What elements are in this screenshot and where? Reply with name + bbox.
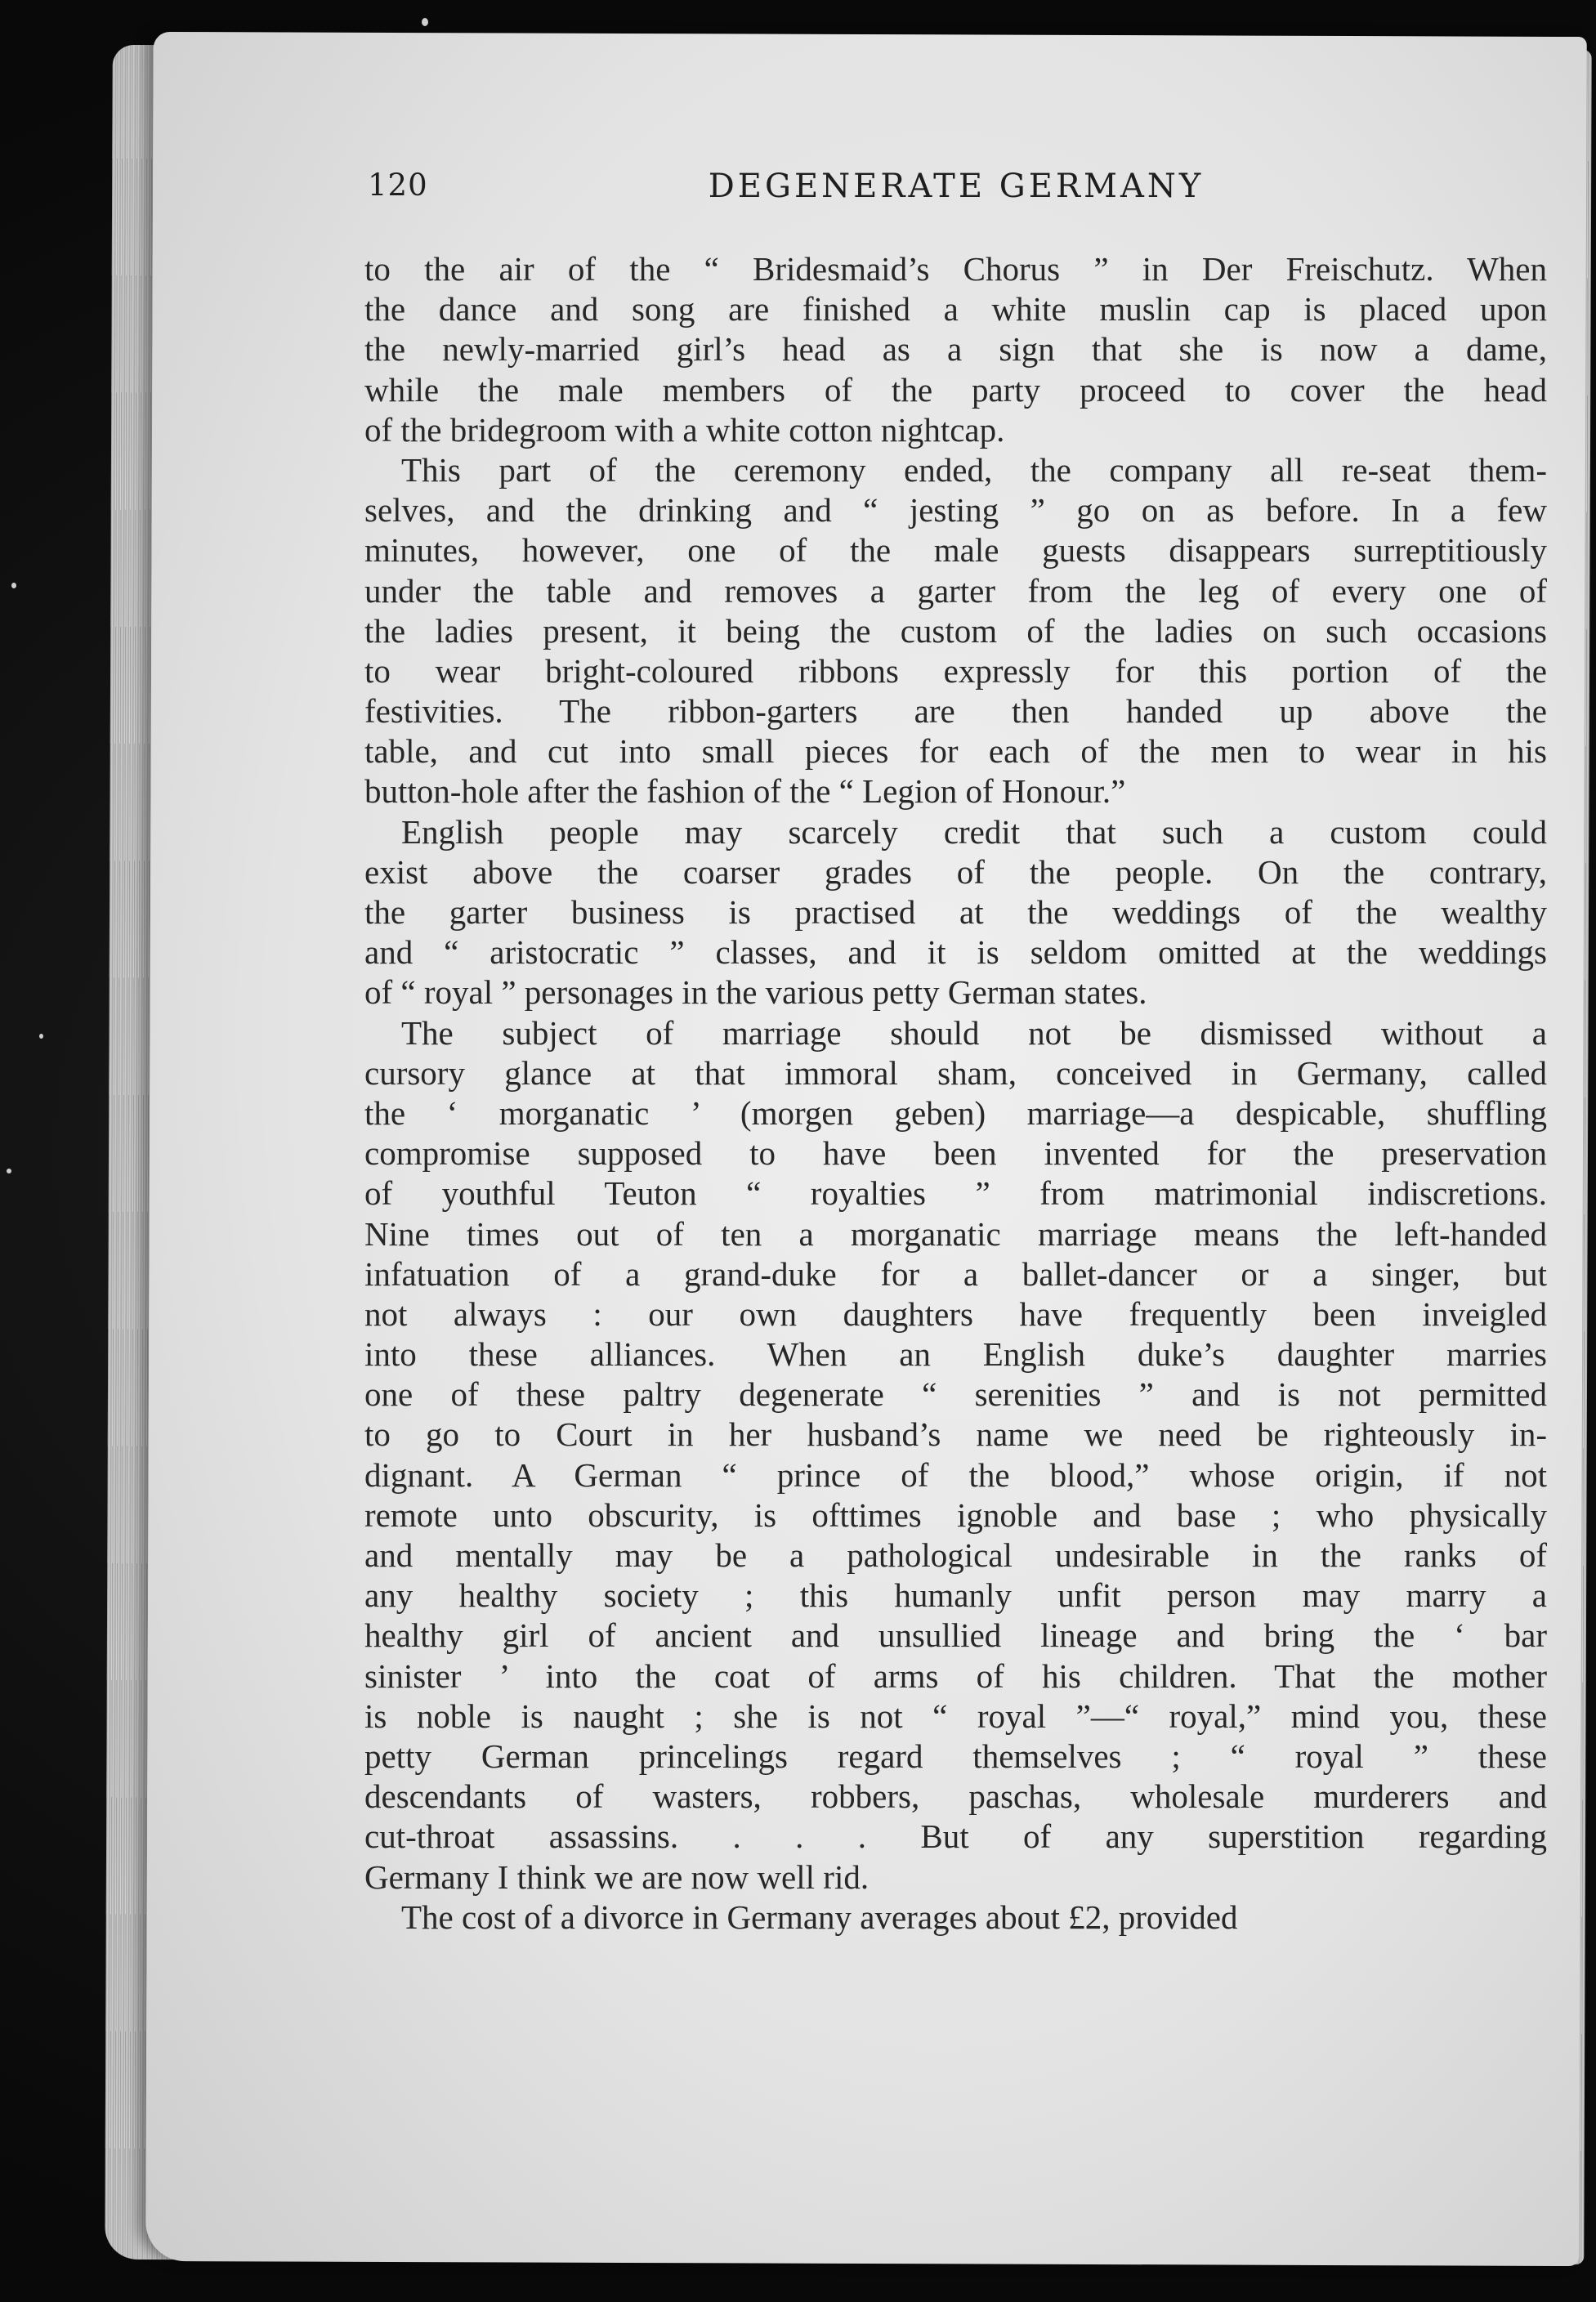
text-line: selves, and the drinking and “ jesting ” go on as before. In a few (364, 491, 1547, 530)
dust-speck (39, 1034, 43, 1039)
text-line: of “ royal ” personages in the various petty German states. (364, 973, 1147, 1012)
text-line: and mentally may be a pathological undesirable in the ranks of (364, 1536, 1547, 1574)
text-line: The subject of marriage should not be dismissed without a (401, 1013, 1547, 1052)
text-line: to the air of the “ Bridesmaid’s Chorus ” in Der Freischutz. When (364, 250, 1547, 288)
text-line: petty German princelings regard themselves ; “ royal ” these (364, 1737, 1547, 1775)
text-line: The cost of a divorce in Germany averages about £2, provided (401, 1897, 1238, 1936)
paragraph (364, 450, 1547, 812)
body-text (364, 249, 1547, 1938)
text-line: of the bridegroom with a white cotton nightcap. (364, 410, 1005, 449)
paragraph (364, 1897, 1547, 1938)
dust-speck (422, 18, 428, 26)
text-line: minutes, however, one of the male guests disappears surreptitiously (364, 531, 1547, 570)
text-line: the ‘ morganatic ’ (morgen geben) marriage—a despicable, shuffling (364, 1093, 1547, 1132)
text-line: compromise supposed to have been invented for the preservation (364, 1134, 1547, 1173)
text-line: into these alliances. When an English duke’s daughter marries (364, 1335, 1547, 1374)
text-line: the dance and song are finished a white muslin cap is placed upon (364, 290, 1547, 329)
page-number: 120 (368, 168, 428, 203)
text-line: infatuation of a grand-duke for a ballet-dancer or a singer, but (364, 1254, 1547, 1293)
text-line: dignant. A German “ prince of the blood,” whose origin, if not (364, 1455, 1547, 1494)
text-line: English people may scarcely credit that such a custom could (401, 812, 1547, 851)
text-line: under the table and removes a garter from the leg of every one of (364, 571, 1547, 610)
dust-speck (7, 1169, 11, 1173)
dust-speck (11, 583, 16, 588)
text-line: Nine times out of ten a morganatic marriage means the left-handed (364, 1214, 1547, 1253)
text-line: is noble is naught ; she is not “ royal ”—“ royal,” mind you, these (364, 1696, 1547, 1735)
text-line: the ladies present, it being the custom of the ladies on such occasions (364, 611, 1547, 650)
page-header (368, 168, 1545, 217)
paragraph (364, 1013, 1547, 1897)
text-line: button-hole after the fashion of the “ Legion of Honour.” (364, 772, 1126, 811)
running-title: DEGENERATE GERMANY (708, 168, 1205, 205)
text-line: the garter business is practised at the weddings of the wealthy (364, 893, 1547, 931)
text-line: to wear bright-coloured ribbons expressly for this portion of the (364, 651, 1547, 690)
text-line: sinister ’ into the coat of arms of his children. That the mother (364, 1656, 1547, 1695)
text-line: to go to Court in her husband’s name we need be righteously in- (364, 1415, 1547, 1454)
text-line: of youthful Teuton “ royalties ” from matrimonial indiscretions. (364, 1174, 1547, 1213)
text-line: This part of the ceremony ended, the company all re-seat them- (401, 450, 1547, 489)
text-line: one of these paltry degenerate “ serenities ” and is not permitted (364, 1375, 1547, 1414)
text-line: remote unto obscurity, is ofttimes ignoble and base ; who physically (364, 1495, 1547, 1534)
text-line: Germany I think we are now well rid. (364, 1857, 870, 1896)
text-line: the newly-married girl’s head as a sign that she is now a dame, (364, 330, 1547, 369)
text-line: any healthy society ; this humanly unfit person may marry a (364, 1576, 1547, 1615)
text-line: not always : our own daughters have frequently been inveigled (364, 1294, 1547, 1333)
paragraph (364, 812, 1547, 1013)
text-line: while the male members of the party proceed to cover the head (364, 370, 1547, 409)
text-line: descendants of wasters, robbers, paschas, wholesale murderers and (364, 1777, 1547, 1816)
text-line: cursory glance at that immoral sham, conceived in Germany, called (364, 1053, 1547, 1092)
text-line: healthy girl of ancient and unsullied lineage and bring the ‘ bar (364, 1616, 1547, 1655)
text-line: festivities. The ribbon-garters are then handed up above the (364, 692, 1547, 731)
paragraph (364, 249, 1547, 450)
text-line: exist above the coarser grades of the people. On the contrary, (364, 852, 1547, 891)
text-line: and “ aristocratic ” classes, and it is seldom omitted at the weddings (364, 933, 1547, 972)
text-line: cut-throat assassins. . . . But of any superstition regarding (364, 1817, 1547, 1856)
text-line: table, and cut into small pieces for each of the men to wear in his (364, 732, 1547, 771)
